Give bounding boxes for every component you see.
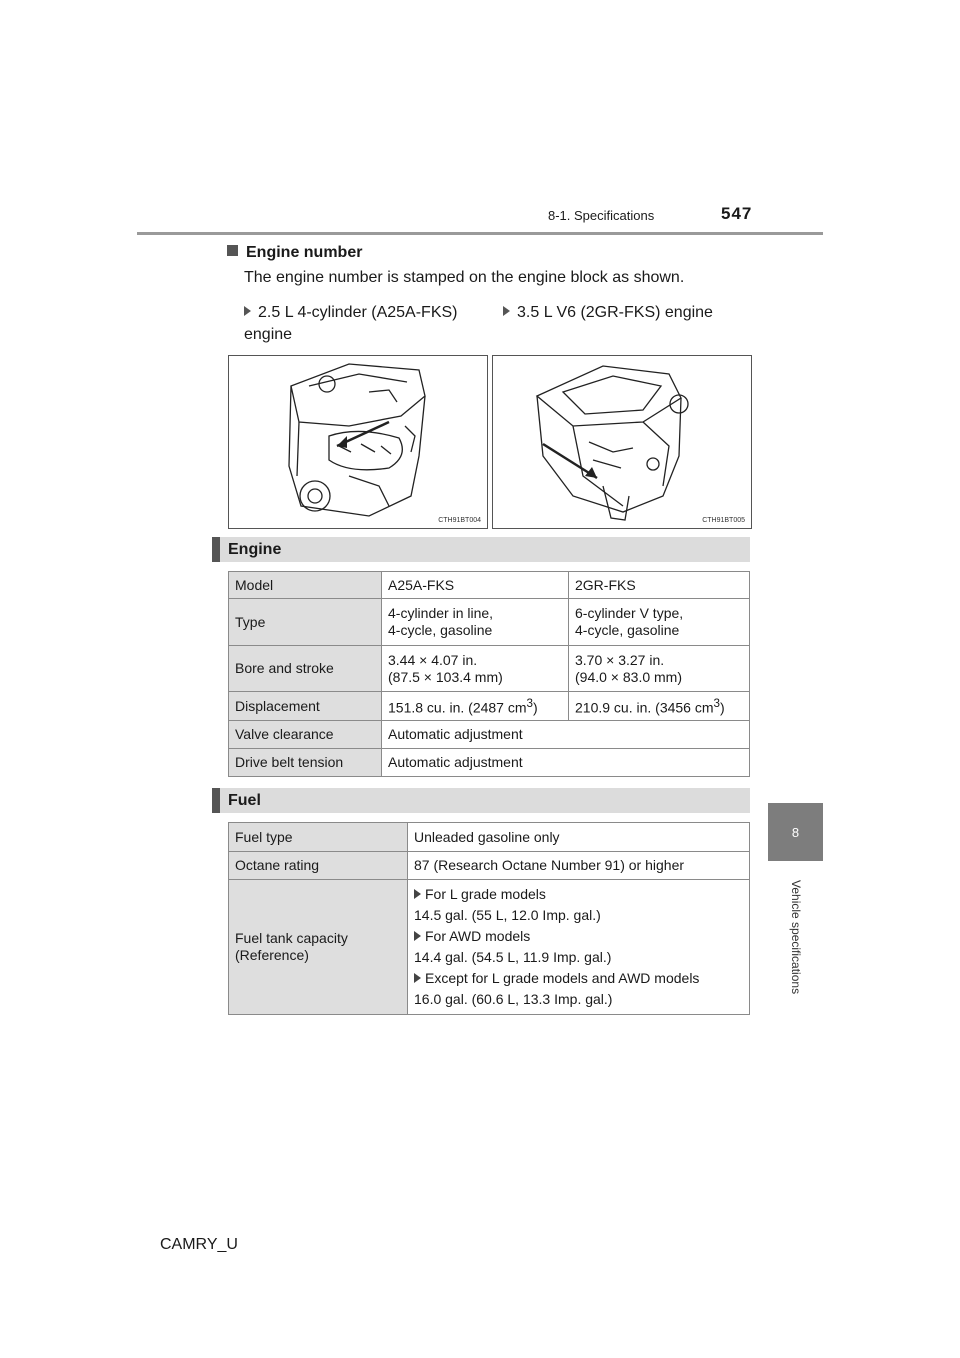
capacity-cell xyxy=(408,880,750,1015)
capacity-condition xyxy=(414,926,743,947)
condition-text: Except for L grade models and AWD models xyxy=(425,970,700,986)
fuel-section-title: Fuel xyxy=(228,792,261,809)
image-code-left: CTH91BT004 xyxy=(438,517,481,524)
close-paren: ) xyxy=(720,699,725,716)
close-paren: ) xyxy=(533,699,538,716)
chapter-side-label xyxy=(785,880,805,1010)
row-label: Model xyxy=(229,572,382,599)
table-row xyxy=(229,852,750,880)
arrow-bullet-icon xyxy=(414,973,421,983)
cell-value: 87 (Research Octane Number 91) or higher xyxy=(408,852,750,880)
arrow-bullet-icon xyxy=(414,889,421,899)
cell-value: Unleaded gasoline only xyxy=(408,823,750,852)
engine-section-bar xyxy=(212,537,750,562)
section-title: 8-1. Specifications xyxy=(548,208,655,223)
image-code-right: CTH91BT005 xyxy=(702,517,745,524)
engine-illustration-right xyxy=(492,355,752,529)
cell-a25a xyxy=(382,599,569,646)
arrow-bullet-icon xyxy=(414,931,421,941)
row-label: Drive belt tension xyxy=(229,749,382,777)
capacity-value: 14.5 gal. (55 L, 12.0 Imp. gal.) xyxy=(414,907,601,923)
cell-line: Fuel tank capacity xyxy=(235,930,348,946)
cell-line: 4-cycle, gasoline xyxy=(388,622,493,638)
cell-a25a xyxy=(382,646,569,692)
table-row xyxy=(229,572,750,599)
engine-number-heading-text: Engine number xyxy=(246,244,363,261)
bullet-left-text: 2.5 L 4-cylinder (A25A-FKS) engine xyxy=(244,304,458,343)
capacity-value: 16.0 gal. (60.6 L, 13.3 Imp. gal.) xyxy=(414,991,613,1007)
square-bullet-icon xyxy=(227,245,238,256)
capacity-condition xyxy=(414,968,743,989)
fuel-spec-table xyxy=(228,822,750,1015)
cell-2gr: 2GR-FKS xyxy=(569,572,750,599)
row-label: Type xyxy=(229,599,382,646)
chapter-title: Vehicle specifications xyxy=(789,880,803,995)
cell-line: 3.70 × 3.27 in. xyxy=(575,651,665,668)
cell-2gr xyxy=(569,692,750,721)
superscript: 3 xyxy=(713,697,721,711)
document-code: CAMRY_U xyxy=(160,1236,238,1253)
row-label: Displacement xyxy=(229,692,382,721)
bullet-right-text: 3.5 L V6 (2GR-FKS) engine xyxy=(517,304,713,321)
cell-2gr xyxy=(569,599,750,646)
row-label: Valve clearance xyxy=(229,721,382,749)
condition-text: For AWD models xyxy=(425,928,531,944)
fuel-section-bar xyxy=(212,788,750,813)
engine-v6-drawing xyxy=(493,356,751,528)
bullet-right xyxy=(503,302,763,324)
capacity-value: 14.4 gal. (54.5 L, 11.9 Imp. gal.) xyxy=(414,949,612,965)
cell-2gr xyxy=(569,646,750,692)
engine-section-title: Engine xyxy=(228,541,282,558)
row-label: Fuel type xyxy=(229,823,408,852)
cell-line: 4-cycle, gasoline xyxy=(575,622,680,638)
row-label: Octane rating xyxy=(229,852,408,880)
cell-line: (94.0 × 83.0 mm) xyxy=(575,668,682,685)
page-number: 547 xyxy=(721,204,753,223)
engine-spec-table xyxy=(228,571,750,777)
cell-line: (87.5 × 103.4 mm) xyxy=(388,668,503,685)
engine-number-intro: The engine number is stamped on the engine block as shown. xyxy=(244,269,685,286)
cell-a25a xyxy=(382,692,569,721)
row-label xyxy=(229,880,408,1015)
engine-number-heading xyxy=(227,244,362,262)
condition-text: For L grade models xyxy=(425,886,546,902)
cell-a25a: A25A-FKS xyxy=(382,572,569,599)
cell-value: Automatic adjustment xyxy=(382,749,750,777)
displacement-value: 210.9 cu. in. (3456 cm xyxy=(575,699,714,716)
bullet-left xyxy=(244,302,490,346)
table-row xyxy=(229,599,750,646)
cell-line: 4-cylinder in line, xyxy=(388,605,494,621)
header-divider xyxy=(137,232,823,235)
table-row xyxy=(229,692,750,721)
capacity-condition xyxy=(414,884,743,905)
table-row xyxy=(229,880,750,1015)
table-row xyxy=(229,749,750,777)
row-label: Bore and stroke xyxy=(229,646,382,692)
chapter-number: 8 xyxy=(791,824,800,840)
arrow-bullet-icon xyxy=(503,306,510,316)
chapter-tab xyxy=(768,803,823,861)
cell-line: 3.44 × 4.07 in. xyxy=(388,651,478,668)
displacement-value: 151.8 cu. in. (2487 cm xyxy=(388,699,527,716)
cell-value: Automatic adjustment xyxy=(382,721,750,749)
superscript: 3 xyxy=(526,697,534,711)
cell-line: (Reference) xyxy=(235,947,309,963)
cell-line: 6-cylinder V type, xyxy=(575,605,684,621)
arrow-bullet-icon xyxy=(244,306,251,316)
engine-4cyl-drawing xyxy=(229,356,487,528)
table-row xyxy=(229,646,750,692)
table-row xyxy=(229,823,750,852)
engine-illustration-left xyxy=(228,355,488,529)
table-row xyxy=(229,721,750,749)
